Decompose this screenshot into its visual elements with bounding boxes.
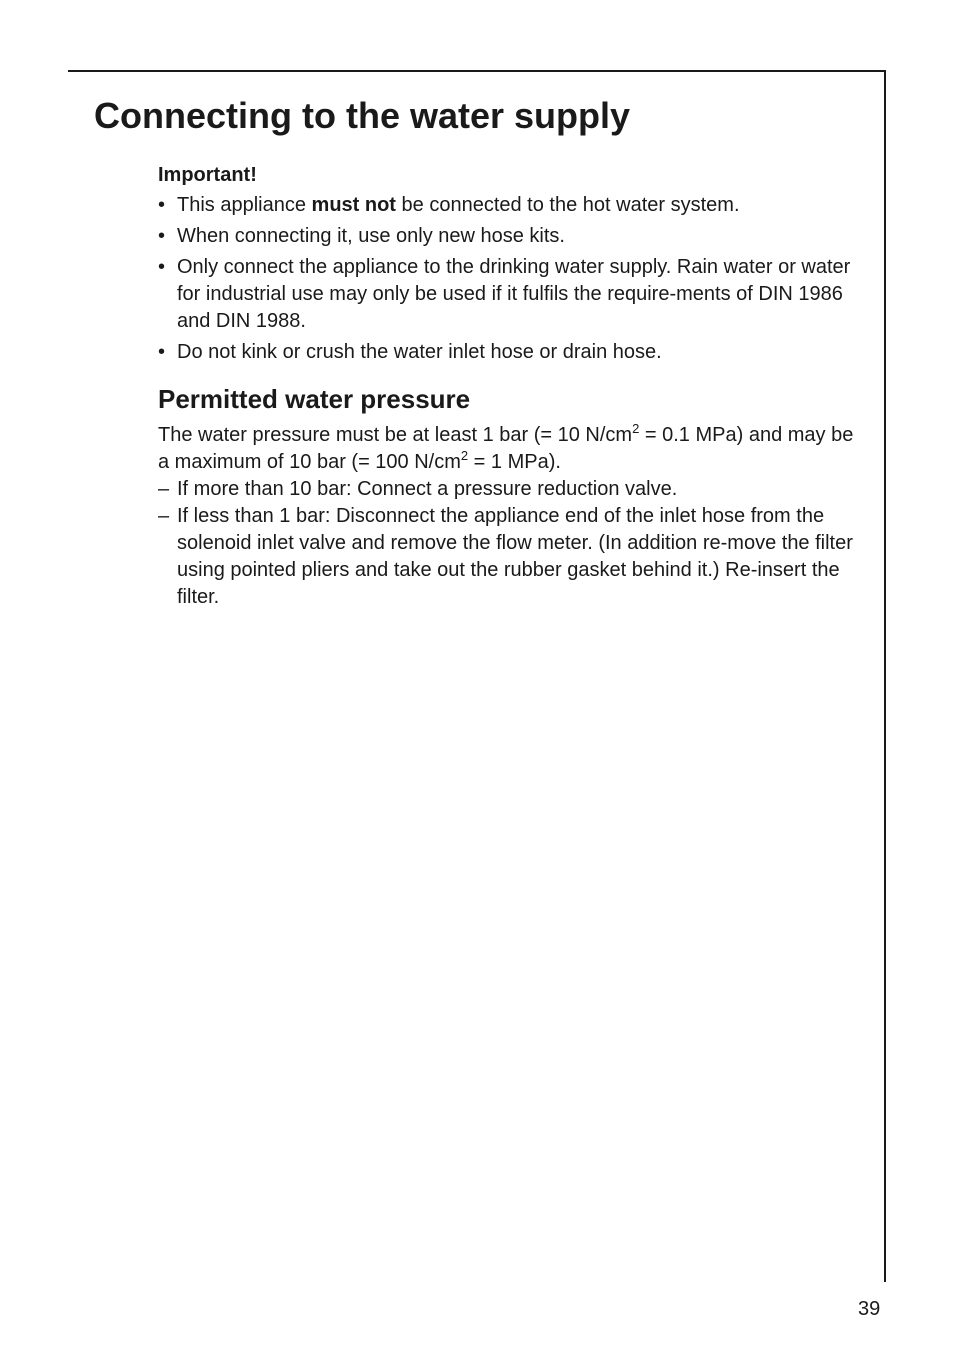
pressure-intro [158, 422, 858, 476]
page-title: Connecting to the water supply [94, 95, 631, 136]
list-item-text: When connecting it, use only new hose kits. [177, 225, 565, 247]
page-number: 39 [858, 1298, 881, 1320]
bullet-icon: • [158, 341, 166, 363]
list-item-text: be connected to the hot water system. [395, 194, 740, 216]
important-list [158, 192, 858, 366]
bullet-icon: • [158, 256, 166, 278]
list-item-text: If more than 10 bar: Connect a pressure reduction valve. [177, 478, 678, 500]
intro-text: The water pressure must be at least 1 bar (= 10 N/cm [158, 424, 633, 446]
intro-text: = 0.1 MPa) and may be a maximum of 10 bar (= 100 N/cm [158, 424, 854, 473]
list-item-text: Do not kink or crush the water inlet hose or drain hose. [177, 341, 662, 363]
list-item-text: Only connect the appliance to the drinking water supply. Rain water or water for industrial use may only be used if it fulfils the require-ments of DIN 1986 and DIN 1988. [177, 256, 851, 332]
list-item [158, 339, 858, 366]
bullet-icon: • [158, 194, 166, 216]
right-margin-rule [884, 70, 886, 1282]
list-item [158, 223, 858, 250]
dash-icon: – [158, 505, 170, 527]
intro-text: = 1 MPa). [468, 451, 561, 473]
emphasis-text: must not [311, 194, 396, 216]
list-item [158, 476, 858, 503]
list-item [158, 192, 858, 219]
superscript: 2 [632, 421, 640, 436]
important-heading: Important! [158, 164, 257, 186]
list-item [158, 503, 858, 611]
main-content [158, 160, 858, 611]
pressure-list [158, 476, 858, 611]
list-item [158, 254, 858, 335]
list-item-text: If less than 1 bar: Disconnect the appliance end of the inlet hose from the solenoid inlet valve and remove the flow meter. (In addition re-move the filter using pointed pliers and take out the rubber gasket behind it.) Re-insert the filter. [177, 505, 853, 608]
bullet-icon: • [158, 225, 166, 247]
superscript: 2 [460, 448, 469, 463]
section-heading: Permitted water pressure [158, 384, 471, 414]
top-rule [68, 70, 886, 72]
dash-icon: – [158, 478, 170, 500]
list-item-text: This appliance [177, 194, 312, 216]
